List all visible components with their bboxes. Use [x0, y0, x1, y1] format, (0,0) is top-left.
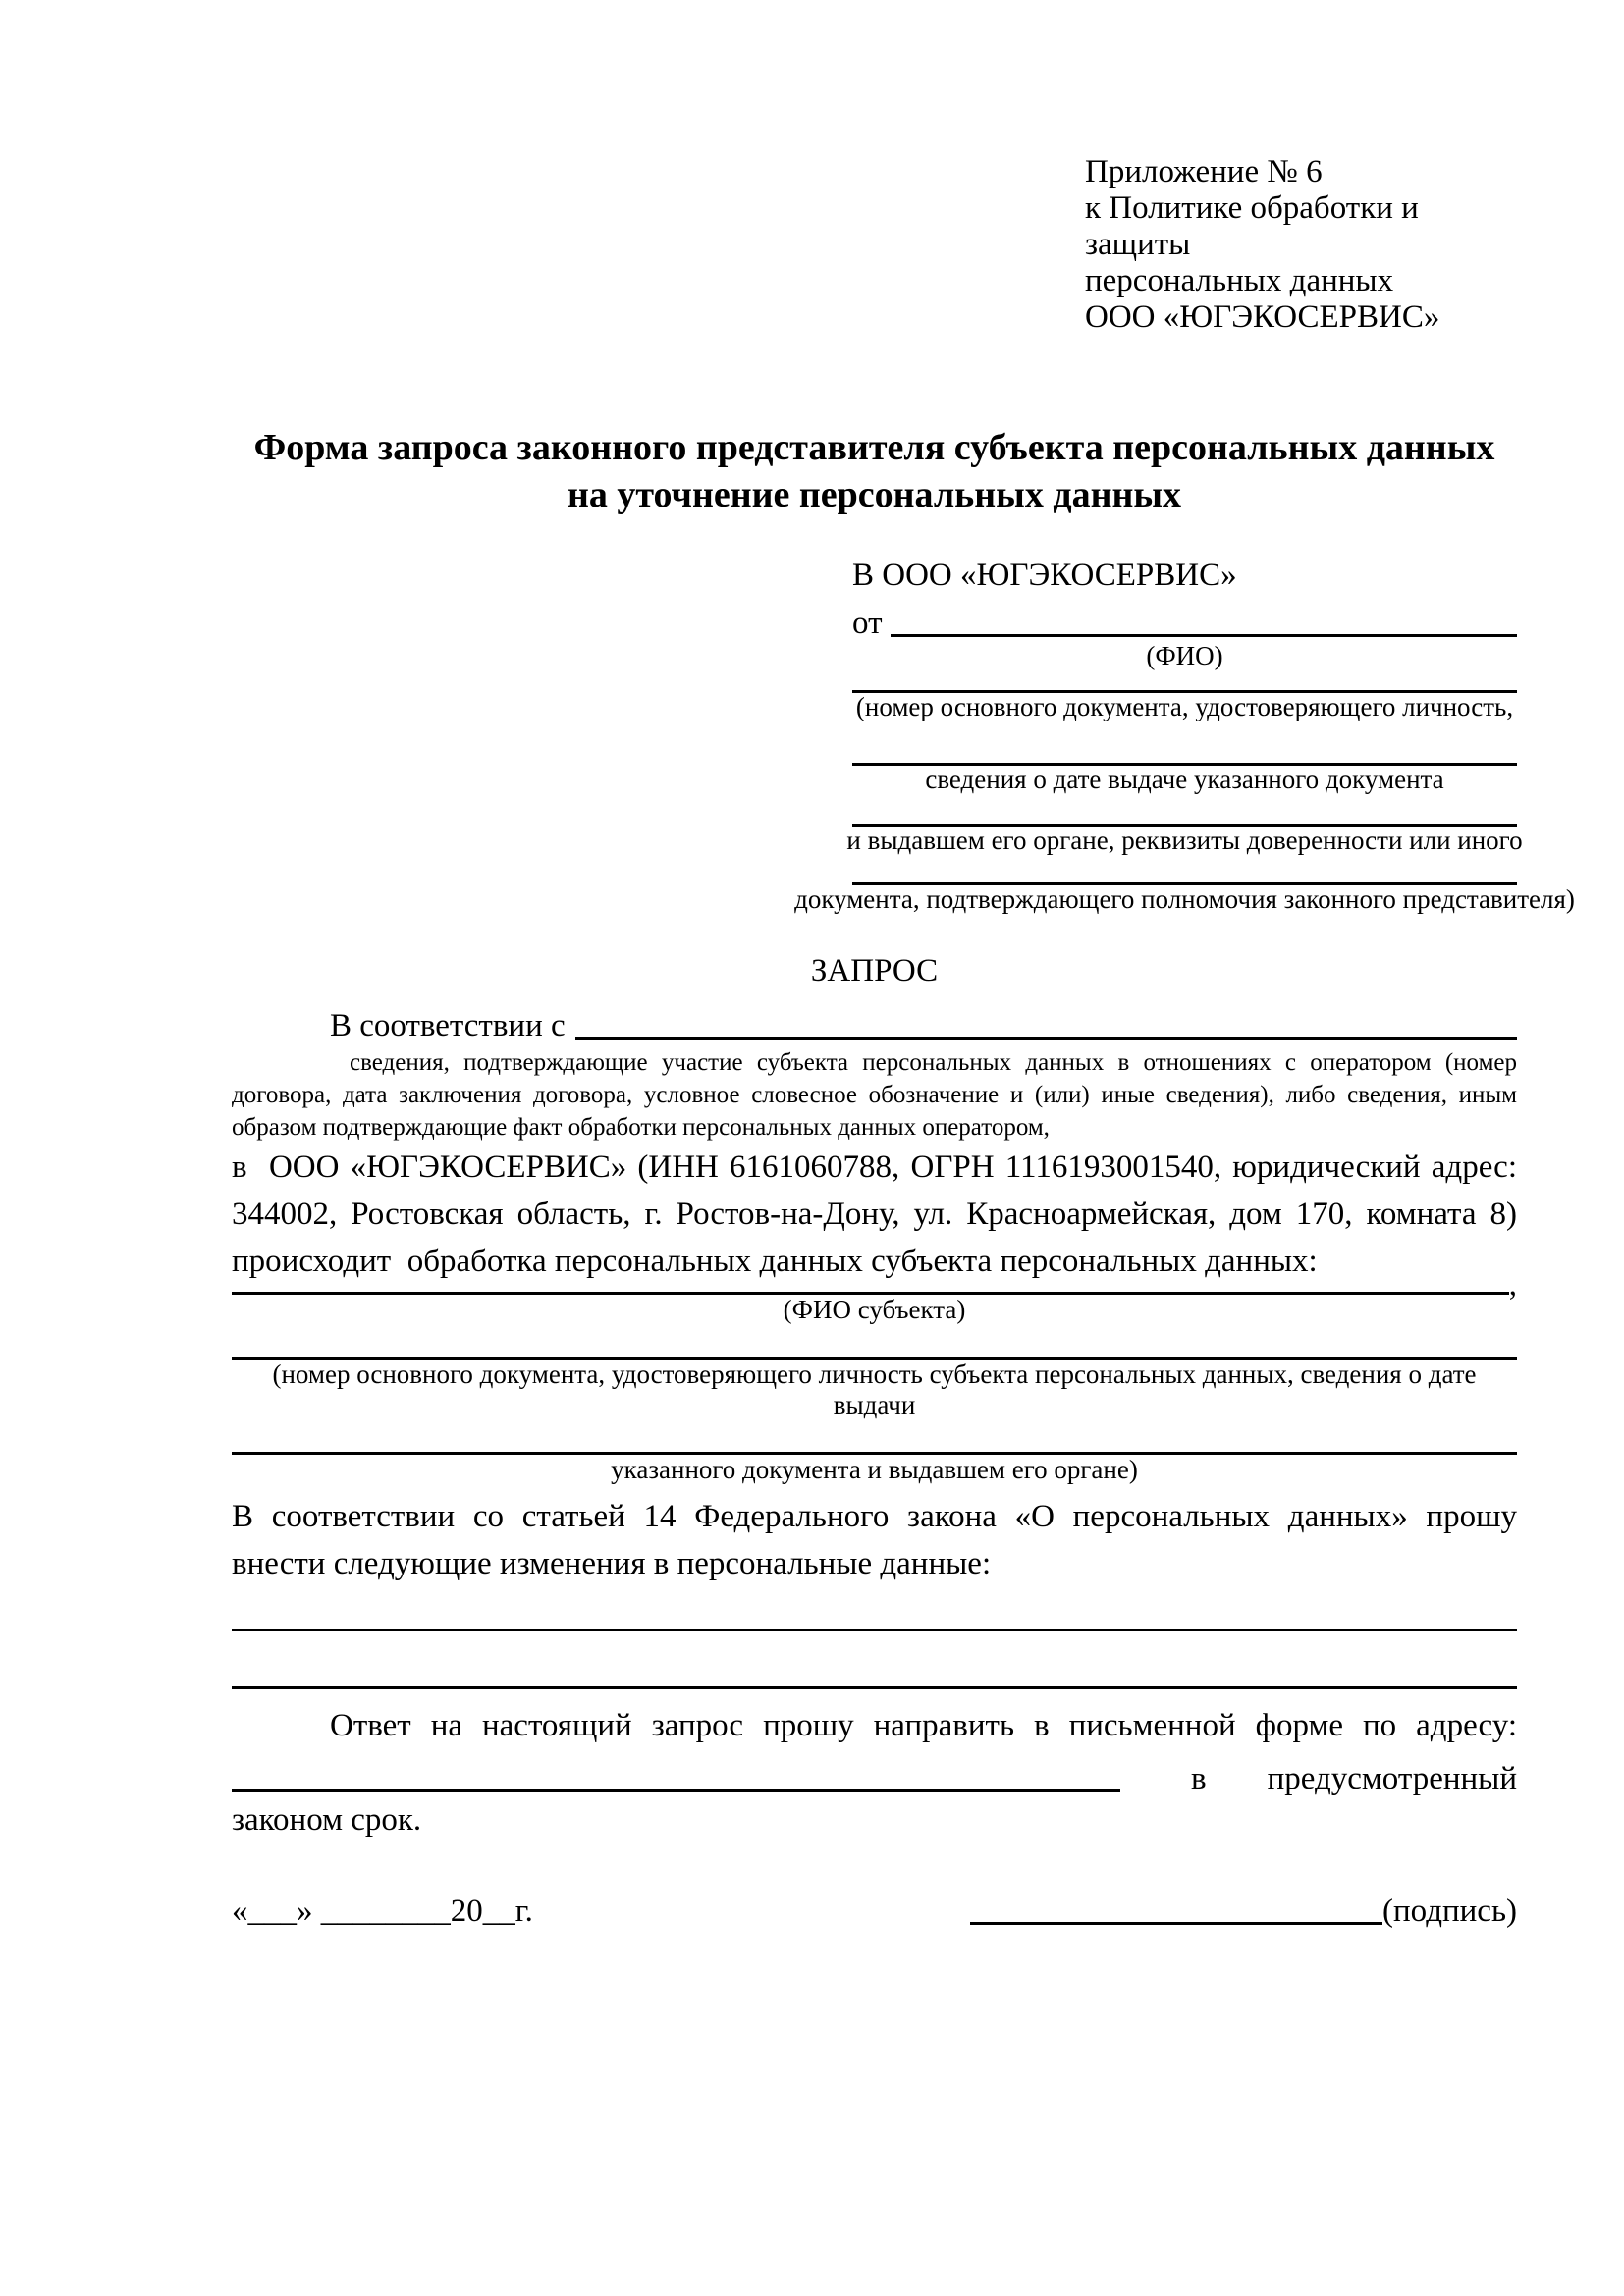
blank-caption: (номер основного документа, удостоверяющего личность, [855, 692, 1514, 721]
accordance-blank-line [575, 1037, 1517, 1040]
fio-caption: (ФИО) [1146, 641, 1223, 670]
attachment-line: к Политике обработки и защиты [1085, 190, 1419, 262]
signature-blank-line [970, 1922, 1382, 1925]
date-signature-row [232, 1894, 1517, 1930]
addressee-block [794, 554, 1575, 914]
form-title-line: на уточнение персональных данных [567, 474, 1182, 515]
subject-authority-blank-line [232, 1420, 1517, 1455]
from-label: от [852, 606, 883, 641]
request-heading: ЗАПРОС [810, 953, 939, 988]
answer-line: Ответ на настоящий запрос прошу направить в письменной форме по адресу: [330, 1708, 1517, 1743]
addressee-organization: В ООО «ЮГЭКОСЕРВИС» [852, 558, 1237, 593]
attachment-line: Приложение № 6 [1085, 154, 1323, 189]
accordance-lead: В соответствии с [330, 1008, 566, 1043]
from-row [852, 598, 1517, 642]
blank-caption: сведения о дате выдаче указанного документа [925, 765, 1444, 794]
attachment-line: ООО «ЮГЭКОСЕРВИС» [1085, 299, 1440, 335]
blank-caption: и выдавшем его органе, реквизиты доверенности или иного [846, 826, 1523, 855]
subject-fio-row [232, 1267, 1517, 1303]
answer-address-row [232, 1750, 1517, 1797]
changes-blank-line [232, 1587, 1517, 1631]
address-blank-line [232, 1789, 1120, 1792]
law-paragraph-line: внести следующие изменения в персональные данные: [232, 1546, 992, 1581]
changes-blank-line [232, 1631, 1517, 1689]
issuing-authority-blank-line [852, 794, 1517, 827]
answer-closing: законом срок. [232, 1802, 422, 1838]
answer-word-in: в [1191, 1761, 1207, 1796]
attachment-note [1085, 154, 1517, 336]
operator-paragraph [232, 1144, 1517, 1285]
subject-document-blank-line [232, 1325, 1517, 1360]
footnote-text: сведения, подтверждающие участие субъекта персональных данных в отношениях с оператором (номер договора, дата заключения договора, условное словесное обозначение и (или) иные сведения), либо сведения, иным образом подтверждающие факт обработки персональных данных оператором, [232, 1049, 1517, 1141]
issue-date-blank-line [852, 721, 1517, 766]
fio-blank-line [891, 634, 1518, 637]
law-paragraph-line: В соответствии со статьей 14 Федерального закона «О персональных данных» прошу [232, 1499, 1517, 1534]
law-paragraph [232, 1493, 1517, 1587]
accordance-row [232, 1000, 1517, 1044]
authority-document-blank-line [852, 855, 1517, 885]
document-number-blank-line [852, 670, 1517, 693]
signature-group [970, 1894, 1517, 1930]
answer-word-stipulated: предусмотренный [1267, 1761, 1517, 1796]
operator-paragraph-line: происходит обработка персональных данных субъекта персональных данных: [232, 1244, 1318, 1279]
form-title [232, 424, 1517, 518]
operator-paragraph-line: 344002, Ростовская область, г. Ростов-на-Дону, ул. Красноармейская, дом 170, комната 8) [232, 1197, 1517, 1232]
blank-caption: документа, подтверждающего полномочия законного представителя) [794, 884, 1575, 914]
trailing-comma: , [1508, 1267, 1517, 1303]
subject-fio-caption: (ФИО субъекта) [783, 1295, 966, 1324]
date-field: «___» ________20__г. [232, 1894, 533, 1929]
attachment-line: персональных данных [1085, 263, 1394, 298]
operator-paragraph-line: в ООО «ЮГЭКОСЕРВИС» (ИНН 6161060788, ОГРН 1116193001540, юридический адрес: [232, 1149, 1517, 1185]
signature-caption: (подпись) [1382, 1894, 1517, 1929]
form-title-line: Форма запроса законного представителя субъекта персональных данных [253, 427, 1495, 468]
subject-authority-caption: указанного документа и выдавшем его органе) [611, 1455, 1138, 1484]
subject-document-caption: (номер основного документа, удостоверяющего личность субъекта персональных данных, сведения о дате выдачи [272, 1360, 1477, 1419]
